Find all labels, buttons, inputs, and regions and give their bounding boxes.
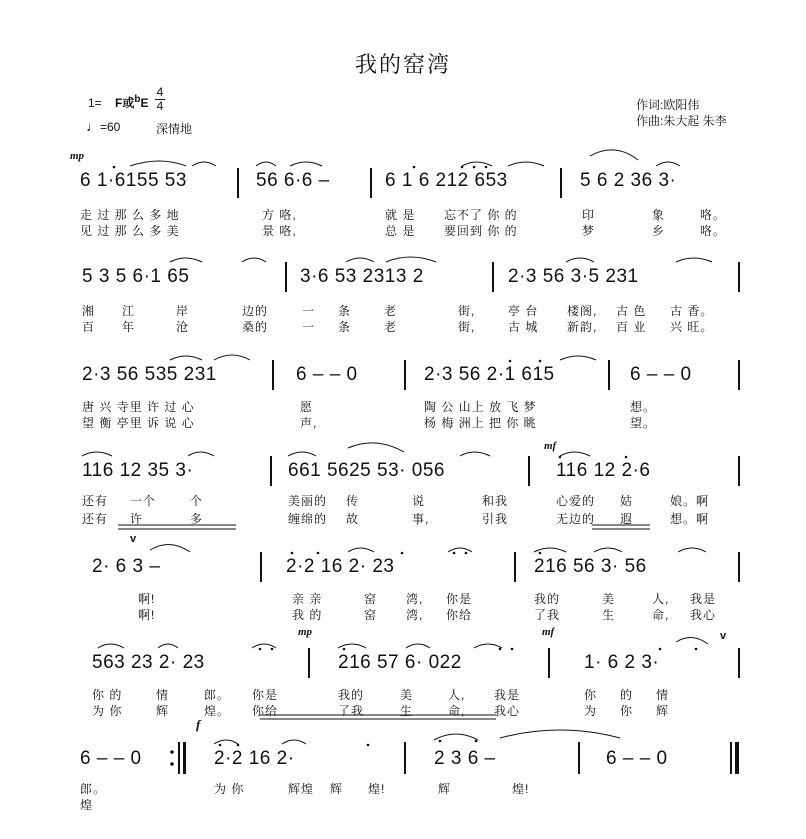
lyric-line: 望。: [630, 416, 657, 430]
lyric-word: 老: [384, 320, 398, 334]
octave-dot: [259, 648, 262, 651]
lyric-word: 我的: [338, 688, 365, 702]
octave-dot: [499, 648, 502, 651]
octave-dot: [509, 360, 512, 363]
flat-sign: b: [134, 94, 141, 105]
lyric-word: 许: [130, 512, 144, 526]
lyric-line: 杨 梅 洲上 把 你 眺: [424, 416, 537, 430]
slur: [338, 644, 366, 648]
barline: [528, 456, 530, 486]
slur: [290, 162, 322, 166]
lyric-word: 美: [400, 688, 414, 702]
lyric-word: 你 的: [92, 688, 123, 702]
lyric-line: 想。: [630, 400, 657, 414]
lyric-line: 乡: [652, 224, 666, 238]
lyric-word: 无边的: [556, 512, 596, 526]
measure-notes: 2·3 56 535 231: [82, 364, 217, 385]
barline: [178, 742, 180, 774]
lyric-word: 传: [346, 494, 360, 508]
lyric-word: 你是: [252, 688, 279, 702]
slur: [288, 452, 316, 456]
measure-notes: 2·3 56 2·1 615: [424, 364, 555, 385]
slur: [348, 443, 404, 452]
slur: [252, 644, 276, 648]
slur: [590, 150, 638, 160]
measure-notes: 2·2 16 2· 23: [286, 556, 395, 577]
repeat-dot: [170, 750, 174, 754]
measure-notes: 6 – – 0: [606, 748, 668, 769]
lyric-word: 岸: [176, 304, 190, 318]
lyric-word: 生: [400, 704, 414, 718]
lyric-word: 边的: [242, 304, 269, 318]
lyric-word: 啊!: [138, 608, 156, 622]
barline: [260, 552, 262, 582]
slur: [676, 637, 708, 644]
lyric-line: 声,: [300, 416, 318, 430]
slur: [170, 356, 202, 360]
barline: [608, 360, 610, 390]
measure-notes: 116 12 35 3·: [82, 460, 194, 481]
barline: [272, 360, 274, 390]
lyric-word: 煌。: [204, 704, 231, 718]
lyric-line: 景 咯,: [262, 224, 297, 238]
slur: [560, 356, 596, 360]
lyric-word: 你: [620, 704, 634, 718]
barline: [578, 742, 580, 774]
lyric-word: 条: [338, 304, 352, 318]
lyric-word: 一个: [130, 494, 157, 508]
lyric-word: 湘: [82, 304, 96, 318]
breath-mark: v: [720, 630, 727, 642]
lyric-word: 新韵,: [567, 320, 598, 334]
lyric-word: 年: [122, 320, 136, 334]
lyric-word: 美: [602, 592, 616, 606]
octave-dot: [439, 740, 442, 743]
key-signature: [88, 94, 149, 111]
slur: [346, 258, 374, 262]
lyric-word: 啊!: [138, 592, 156, 606]
lyric-word: 事,: [412, 512, 430, 526]
lyric-word: 命,: [652, 608, 670, 622]
lyric-word: 辉: [330, 782, 344, 796]
measure-notes: 1· 6 2 3·: [584, 652, 660, 673]
lyric-word: 郎。: [204, 688, 231, 702]
lyric-word: 说: [412, 494, 426, 508]
lyric-word: 你给: [252, 704, 279, 718]
lyric-word: 多: [190, 512, 204, 526]
lyric-word: 我是: [494, 688, 521, 702]
octave-dot: [539, 552, 542, 555]
lyric-word: 娘。啊: [670, 494, 710, 508]
key-label: 1=: [88, 96, 102, 110]
slur: [656, 162, 680, 166]
repeat-barline: [183, 742, 186, 774]
lyric-line: 方 咯,: [262, 208, 297, 222]
measure-notes: 116 12 2·6: [556, 460, 651, 481]
slur: [150, 544, 190, 552]
lyric-word: 街,: [458, 304, 476, 318]
time-signature: [155, 86, 165, 113]
lyric-line: 见 过 那 么 多 美: [80, 224, 180, 238]
time-sig-bottom: 4: [156, 99, 164, 113]
octave-dot: [461, 166, 464, 169]
lyric-word: 我是: [690, 592, 717, 606]
slur: [534, 548, 566, 552]
slur: [678, 548, 706, 552]
lyric-word: 百: [82, 320, 96, 334]
lyric-word: 为 你: [92, 704, 123, 718]
octave-dot: [695, 648, 698, 651]
measure-notes: 2 3 6 –: [434, 748, 496, 769]
final-barline-thick: [735, 742, 739, 774]
slur: [560, 452, 590, 456]
lyric-line: 印: [582, 208, 596, 222]
lyric-word: 煌: [80, 798, 94, 812]
measure-notes: 6 1·6155 53: [80, 170, 187, 191]
lyric-word: 缠绵的: [288, 512, 328, 526]
dynamic-mf: mf: [544, 440, 557, 452]
octave-dot: [219, 744, 222, 747]
composer-credit: 作曲:朱大起 朱李: [636, 114, 727, 128]
slur: [282, 740, 306, 744]
lyric-line: 望 衡 亭里 诉 说 心: [82, 416, 195, 430]
barline: [738, 552, 740, 582]
octave-dot: [485, 166, 488, 169]
octave-dot: [473, 166, 476, 169]
slur: [130, 161, 186, 166]
slur: [170, 258, 202, 262]
measure-notes: 5 3 5 6·1 65: [82, 266, 190, 287]
octave-dot: [413, 166, 416, 169]
final-barline: [730, 742, 732, 774]
octave-dot: [539, 360, 542, 363]
key-name: F或: [115, 96, 135, 110]
slur: [158, 644, 178, 648]
slur: [460, 452, 490, 456]
measure-notes: 3·6 53 2313 2: [300, 266, 424, 287]
measure-notes: 6 – – 0: [296, 364, 358, 385]
slur: [192, 162, 216, 166]
octave-dot: [113, 166, 116, 169]
octave-dot: [511, 648, 514, 651]
lyric-line: 咯。: [700, 224, 727, 238]
octave-dot: [453, 552, 456, 555]
measure-notes: 2· 6 3 –: [92, 556, 161, 577]
slur: [676, 258, 712, 262]
lyric-word: 人,: [448, 688, 466, 702]
measure-notes: 56 6·6 –: [256, 170, 330, 191]
lyric-word: 辉: [156, 704, 170, 718]
lyric-word: 街,: [458, 320, 476, 334]
dynamic-mp: mp: [298, 626, 313, 638]
lyric-word: 窑: [364, 592, 378, 606]
slur: [462, 162, 492, 166]
lyric-word: 我心: [494, 704, 521, 718]
dynamic-f: f: [196, 717, 201, 732]
lyric-word: 情: [656, 688, 670, 702]
lyric-word: 为 你: [214, 782, 245, 796]
barline: [514, 552, 516, 582]
slur: [406, 644, 430, 648]
lyric-word: 古 色: [616, 304, 647, 318]
lyric-line: 咯。: [700, 208, 727, 222]
breath-mark: v: [130, 533, 137, 545]
slur: [214, 740, 238, 744]
octave-dot: [625, 456, 628, 459]
quarter-note-icon: ♩: [86, 118, 100, 134]
lyric-word: 一: [302, 304, 316, 318]
lyric-word: 湾,: [406, 592, 424, 606]
measure-notes: 6 – – 0: [630, 364, 692, 385]
slur: [500, 730, 620, 738]
octave-dot: [237, 744, 240, 747]
lyric-word: 辉煌: [288, 782, 315, 796]
barline: [285, 262, 287, 292]
slur: [474, 644, 502, 648]
measure-notes: 216 57 6· 022: [338, 652, 462, 673]
lyric-word: 条: [338, 320, 352, 334]
slur: [256, 162, 276, 166]
lyric-line: 象: [652, 208, 666, 222]
lyric-word: 古 香。: [670, 304, 714, 318]
measure-notes: 563 23 2· 23: [92, 652, 205, 673]
lyric-word: 亭 台: [508, 304, 539, 318]
lyric-word: 遐: [620, 512, 634, 526]
lyric-word: 你给: [446, 608, 473, 622]
octave-dot: [291, 552, 294, 555]
barline: [548, 648, 550, 678]
measure-notes: 661 5625 53· 056: [288, 460, 445, 481]
measure-notes: 5 6 2 36 3·: [580, 170, 677, 191]
octave-dot: [465, 552, 468, 555]
barline: [270, 456, 272, 486]
slur: [386, 257, 436, 262]
lyric-word: 引我: [482, 512, 509, 526]
lyric-line: 陶 公 山上 放 飞 梦: [424, 400, 537, 414]
lyric-word: 百 业: [616, 320, 647, 334]
lyric-word: 你是: [446, 592, 473, 606]
lyric-line: 总 是: [385, 224, 416, 238]
barline: [308, 648, 310, 678]
lyric-line: 愿: [300, 400, 314, 414]
lyric-word: 还有: [82, 494, 109, 508]
measure-notes: 6 – – 0: [80, 748, 142, 769]
lyric-line: 走 过 那 么 多 地: [80, 208, 180, 222]
lyric-word: 生: [602, 608, 616, 622]
octave-dot: [559, 456, 562, 459]
barline: [370, 168, 372, 198]
slur: [242, 258, 266, 262]
slur: [508, 162, 544, 166]
octave-dot: [271, 648, 274, 651]
slur: [214, 355, 250, 360]
time-sig-top: 4: [156, 85, 164, 99]
tempo-value: =60: [100, 120, 121, 134]
barline: [738, 456, 740, 486]
lyric-word: 我的: [534, 592, 561, 606]
lyric-word: 窑: [364, 608, 378, 622]
lyric-word: 一: [302, 320, 316, 334]
key-alt: E: [140, 96, 149, 110]
barline: [404, 360, 406, 390]
lyric-word: 桑的: [242, 320, 269, 334]
lyric-word: 情: [156, 688, 170, 702]
lyric-word: 辉: [438, 782, 452, 796]
lyric-word: 个: [190, 494, 204, 508]
measure-notes: 2·3 56 3·5 231: [508, 266, 639, 287]
expression-marking: 深情地: [156, 122, 193, 136]
lyric-word: 心爱的: [556, 494, 596, 508]
lyricist-credit: 作词:欧阳伟: [636, 98, 700, 112]
lyric-word: 我心: [690, 608, 717, 622]
lyric-word: 煌!: [368, 782, 386, 796]
slur: [448, 548, 472, 552]
lyric-word: 姑: [620, 494, 634, 508]
barline: [560, 168, 562, 198]
lyric-word: 和我: [482, 494, 509, 508]
octave-dot: [401, 552, 404, 555]
dynamic-mp: mp: [70, 150, 85, 162]
octave-dot: [659, 648, 662, 651]
lyric-line: 要回到 你 的: [444, 224, 518, 238]
lyric-word: 辉: [656, 704, 670, 718]
lyric-line: 梦: [582, 224, 596, 238]
lyric-word: 亲 亲: [292, 592, 323, 606]
lyric-word: 我 的: [292, 608, 323, 622]
octave-dot: [317, 552, 320, 555]
measure-notes: 216 56 3· 56: [534, 556, 647, 577]
octave-dot: [367, 744, 370, 747]
barline: [492, 262, 494, 292]
slur: [188, 452, 214, 456]
lyric-word: 了我: [534, 608, 561, 622]
lyric-word: 想。啊: [670, 512, 710, 526]
slur: [434, 734, 478, 740]
lyric-word: 古 城: [508, 320, 539, 334]
barline: [738, 360, 740, 390]
slur: [594, 548, 622, 552]
lyric-line: 唐 兴 寺里 许 过 心: [82, 400, 195, 414]
slur: [566, 258, 594, 262]
tempo-marking: [86, 118, 120, 134]
lyric-word: 的: [620, 688, 634, 702]
repeat-dot: [170, 762, 174, 766]
lyric-word: 郎。: [80, 782, 107, 796]
barline: [237, 168, 239, 198]
lyric-word: 命,: [448, 704, 466, 718]
lyric-word: 美丽的: [288, 494, 328, 508]
lyric-word: 沧: [176, 320, 190, 334]
dynamic-mf: mf: [542, 626, 555, 638]
lyric-word: 还有: [82, 512, 109, 526]
octave-dot: [343, 648, 346, 651]
lyric-word: 人,: [652, 592, 670, 606]
lyric-word: 老: [384, 304, 398, 318]
octave-dot: [475, 740, 478, 743]
lyric-word: 你: [584, 688, 598, 702]
barline: [738, 648, 740, 678]
measure-notes: 2·2 16 2·: [214, 748, 295, 769]
lyric-word: 湾,: [406, 608, 424, 622]
lyric-word: 兴 旺。: [670, 320, 714, 334]
measure-notes: 6 1 6 212 653: [385, 170, 508, 191]
slur: [98, 644, 124, 648]
lyric-word: 江: [122, 304, 136, 318]
lyric-word: 煌!: [512, 782, 530, 796]
lyric-word: 楼阁,: [567, 304, 598, 318]
lyric-line: 就 是: [385, 208, 416, 222]
lyric-word: 故: [346, 512, 360, 526]
barline: [738, 262, 740, 292]
lyric-word: 为: [584, 704, 598, 718]
lyric-line: 忘不了 你 的: [444, 208, 518, 222]
slur: [82, 452, 112, 456]
lyric-word: 了我: [338, 704, 365, 718]
song-title: 我的窑湾: [354, 53, 451, 78]
barline: [404, 742, 406, 774]
slur: [348, 548, 374, 552]
